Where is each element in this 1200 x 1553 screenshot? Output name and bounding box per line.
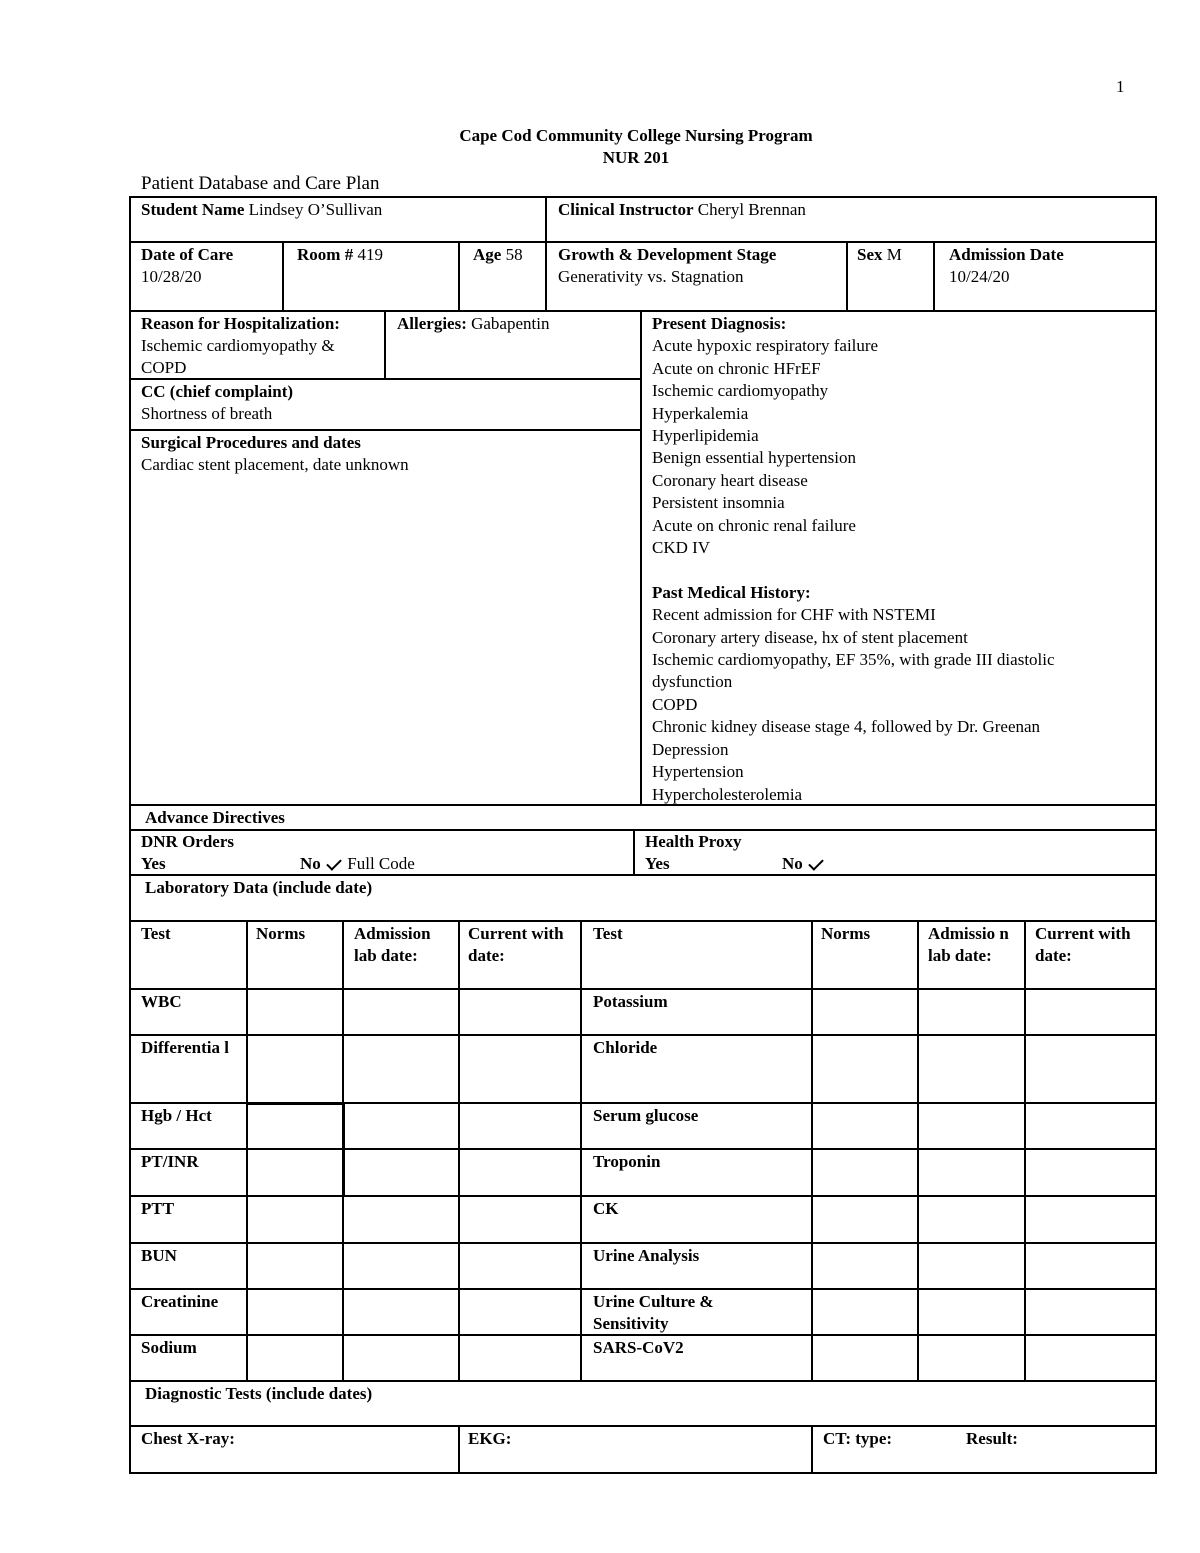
lab-test-left: Hgb / Hct — [141, 1106, 212, 1125]
pmh-label: Past Medical History: — [652, 582, 811, 602]
present-diagnosis-label: Present Diagnosis: — [652, 314, 787, 333]
line-row2-c — [545, 241, 547, 312]
line-diag-c1 — [458, 1425, 460, 1473]
pmh-item: Chronic kidney disease stage 4, followed by Dr. Greenan — [652, 717, 1041, 737]
border-left — [129, 196, 131, 1474]
pmh-item: Coronary artery disease, hx of stent placement — [652, 627, 968, 647]
date-of-care-cell — [141, 244, 233, 288]
lab-test-right: CK — [593, 1199, 619, 1218]
diagnosis-cell — [652, 313, 1055, 806]
growth-label: Growth & Development Stage — [558, 245, 777, 264]
surgical-cell — [141, 432, 409, 476]
lab-header-current: Current with date: — [468, 924, 577, 965]
instructor-label: Clinical Instructor — [558, 200, 694, 219]
lab-header-test: Test — [593, 924, 623, 943]
proxy-no: No — [782, 854, 803, 873]
lab-test-right: Urine Culture & Sensitivity — [593, 1292, 714, 1333]
lab-test-right: SARS-CoV2 — [593, 1338, 684, 1357]
line-lab-r2 — [129, 1034, 1157, 1036]
age-cell — [473, 244, 523, 266]
age-label: Age — [473, 245, 502, 264]
lab-test-left: Creatinine — [141, 1292, 219, 1311]
advance-directives-label: Advance Directives — [145, 808, 285, 827]
line-norm-box-right — [342, 1102, 345, 1196]
allergies-label: Allergies: — [397, 314, 467, 333]
lab-header-norms: Norms — [256, 924, 306, 943]
room-label: Room # — [297, 245, 354, 264]
diagnosis-item: Hyperlipidemia — [652, 426, 759, 446]
line-lab-c3 — [458, 920, 460, 1382]
dnr-label: DNR Orders — [141, 832, 235, 851]
page-number: 1 — [1116, 77, 1125, 96]
pmh-item: Hypertension — [652, 762, 744, 782]
diagnosis-item: Coronary heart disease — [652, 470, 808, 490]
line-lab-r7 — [129, 1288, 1157, 1290]
surgical-value: Cardiac stent placement, date unknown — [141, 455, 409, 474]
lab-test-left: Differentia l — [141, 1038, 229, 1057]
lab-test-right: Potassium — [593, 992, 668, 1011]
allergies-cell — [397, 313, 549, 335]
line-lab-c5 — [811, 920, 813, 1382]
line-lab-c7 — [1024, 920, 1026, 1382]
line-diag-c2 — [811, 1425, 813, 1473]
line-lab-r6 — [129, 1242, 1157, 1244]
dnr-yes: Yes — [141, 854, 166, 873]
pmh-item: Hypercholesterolemia — [652, 784, 803, 804]
cc-cell — [141, 381, 293, 425]
instructor-cell — [558, 199, 806, 221]
student-name-label: Student Name — [141, 200, 245, 219]
room-value: 419 — [357, 245, 383, 264]
room-cell — [297, 244, 383, 266]
lab-test-right: Chloride — [593, 1038, 658, 1057]
line-diag-label — [129, 1425, 1157, 1427]
line-dnr-split — [633, 829, 635, 875]
diagnosis-item: Ischemic cardiomyopathy — [652, 381, 829, 401]
line-diagnosis-split — [640, 310, 642, 806]
checkmark-icon — [326, 855, 342, 871]
line-row2-e — [933, 241, 935, 312]
diagnosis-item: Persistent insomnia — [652, 493, 785, 513]
reason-line: COPD — [141, 358, 187, 377]
diagnostic-tests-label: Diagnostic Tests (include dates) — [145, 1384, 373, 1403]
instructor-value: Cheryl Brennan — [697, 200, 806, 219]
lab-header-current: Current with date: — [1035, 924, 1131, 965]
line-row2-a — [282, 241, 284, 312]
line-row2-d — [846, 241, 848, 312]
line-lab-c1 — [246, 920, 248, 1382]
lab-header-test: Test — [141, 924, 171, 943]
dnr-no-cell — [300, 853, 415, 875]
reason-cell — [141, 313, 340, 379]
institution-title: Cape Cod Community College Nursing Program — [459, 126, 813, 145]
course-title: NUR 201 — [602, 148, 670, 167]
diagnosis-item: Acute on chronic renal failure — [652, 515, 856, 535]
diagnosis-item: Acute on chronic HFrEF — [652, 358, 821, 378]
border-bottom — [129, 1472, 1157, 1474]
pmh-item: Recent admission for CHF with NSTEMI — [652, 605, 936, 625]
date-of-care-value: 10/28/20 — [141, 267, 202, 286]
line-lab-c6 — [917, 920, 919, 1382]
border-right — [1155, 196, 1157, 1474]
lab-test-left: PTT — [141, 1199, 175, 1218]
checkmark-icon — [808, 855, 824, 871]
border-top — [129, 196, 1157, 198]
proxy-no-cell — [782, 853, 825, 875]
lab-test-left: WBC — [141, 992, 182, 1011]
line-lab-r5 — [129, 1195, 1157, 1197]
line-lab-r9 — [129, 1380, 1157, 1382]
dnr-note: Full Code — [347, 854, 415, 873]
admission-date-label: Admission Date — [949, 245, 1064, 264]
line-row1-split — [545, 196, 547, 243]
reason-line: Ischemic cardiomyopathy & — [141, 336, 335, 355]
sex-cell — [857, 244, 902, 266]
lab-test-right: Serum glucose — [593, 1106, 699, 1125]
growth-cell — [558, 244, 776, 288]
proxy-label: Health Proxy — [645, 832, 742, 851]
line-lab-header — [129, 920, 1157, 922]
diagnosis-item: CKD IV — [652, 538, 711, 558]
pmh-item: Ischemic cardiomyopathy, EF 35%, with grade III diastolic — [652, 650, 1055, 670]
diagnosis-spacer — [652, 559, 1055, 581]
line-lab-label — [129, 874, 1157, 876]
line-lab-c4 — [580, 920, 582, 1382]
diagnosis-item: Acute hypoxic respiratory failure — [652, 336, 879, 356]
line-lab-r4 — [129, 1148, 1157, 1150]
surgical-label: Surgical Procedures and dates — [141, 433, 361, 452]
proxy-yes: Yes — [645, 854, 670, 873]
line-row2-b — [458, 241, 460, 312]
ekg-label: EKG: — [468, 1429, 512, 1448]
age-value: 58 — [505, 245, 523, 264]
cc-label: CC (chief complaint) — [141, 382, 294, 401]
admission-date-cell — [949, 244, 1064, 288]
student-name-cell — [141, 199, 382, 221]
dnr-no: No — [300, 854, 321, 873]
lab-header-admission: Admission lab date: — [354, 924, 431, 965]
chest-xray-label: Chest X-ray: — [141, 1429, 235, 1448]
allergies-value: Gabapentin — [471, 314, 550, 333]
line-dnr — [129, 829, 1157, 831]
sex-value: M — [886, 245, 902, 264]
line-surgical — [129, 429, 642, 431]
diagnosis-item: Benign essential hypertension — [652, 448, 856, 468]
cc-value: Shortness of breath — [141, 404, 273, 423]
lab-header-admission: Admissio n lab date: — [928, 924, 1009, 965]
lab-test-left: BUN — [141, 1246, 177, 1265]
line-norm-box-top — [246, 1103, 344, 1105]
ct-type-label: CT: type: — [823, 1429, 893, 1448]
pmh-item: dysfunction — [652, 672, 733, 692]
line-lab-r1 — [129, 988, 1157, 990]
line-allergies-split — [384, 310, 386, 380]
lab-test-right: Troponin — [593, 1152, 661, 1171]
lab-test-left: Sodium — [141, 1338, 197, 1357]
reason-label: Reason for Hospitalization: — [141, 314, 340, 333]
pmh-item: Depression — [652, 739, 729, 759]
diagnosis-item: Hyperkalemia — [652, 403, 749, 423]
form-title: Patient Database and Care Plan — [141, 173, 380, 194]
lab-header-norms: Norms — [821, 924, 871, 943]
pmh-item: COPD — [652, 694, 698, 714]
result-label: Result: — [966, 1429, 1018, 1448]
lab-test-right: Urine Analysis — [593, 1246, 700, 1265]
growth-value: Generativity vs. Stagnation — [558, 267, 744, 286]
student-name-value: Lindsey O’Sullivan — [248, 200, 383, 219]
admission-date-value: 10/24/20 — [949, 267, 1010, 286]
date-of-care-label: Date of Care — [141, 245, 234, 264]
sex-label: Sex — [857, 245, 883, 264]
lab-test-left: PT/INR — [141, 1152, 199, 1171]
lab-data-label: Laboratory Data (include date) — [145, 878, 373, 897]
